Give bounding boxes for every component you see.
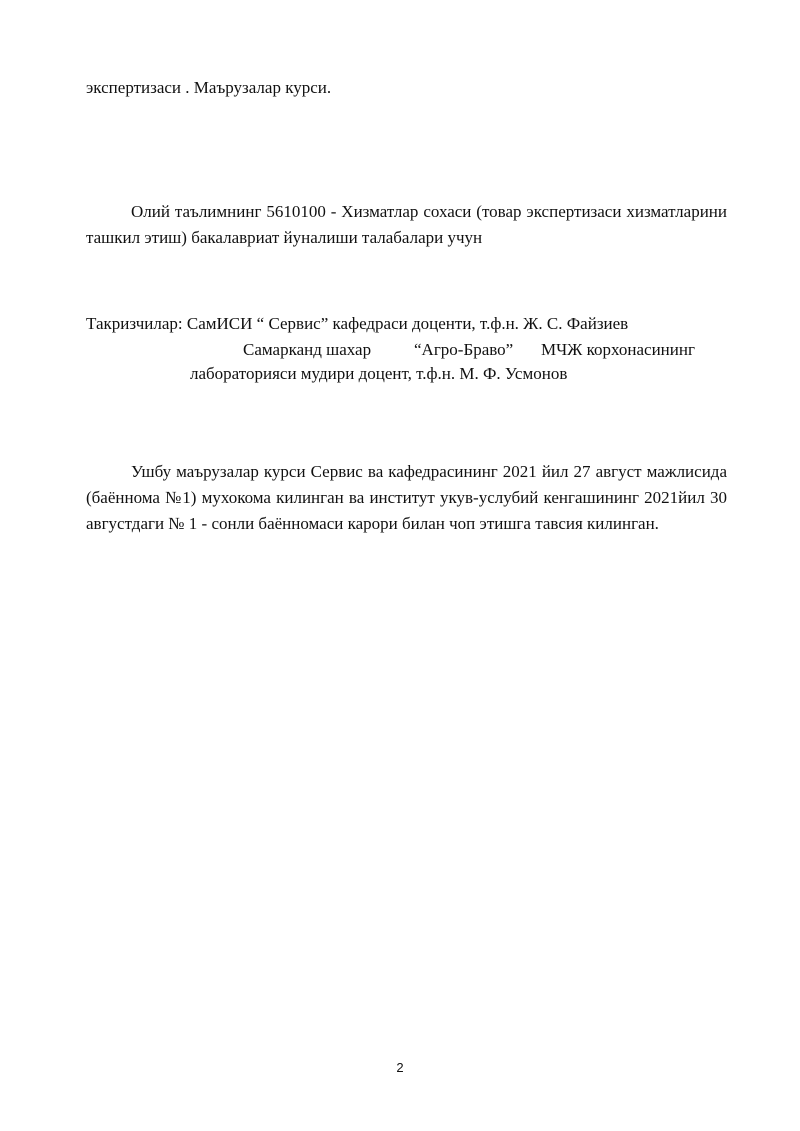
audience-paragraph: Олий таълимнинг 5610100 - Хизматлар сохаси (товар экспертизаси хизматларини ташкил этиш) бакалавриат йуналиши талабалари учун: [86, 202, 727, 247]
reviewers-city: Самарканд шахар: [243, 340, 372, 359]
approval-paragraph: Ушбу маърузалар курси Сервис ва кафедрасининг 2021 йил 27 август мажлисида (баённома №1) мухокома килинган ва институт укув-услубий кенгашининг 2021йил 30 августдаги № 1 - сонли баённомаси карори билан чоп этишга тавсия килинган.: [86, 462, 727, 533]
page-number: 2: [396, 1060, 404, 1075]
reviewers-company: МЧЖ корхонасининг: [541, 340, 695, 359]
continuation-line: экспертизаси . Маърузалар курси.: [86, 78, 332, 97]
reviewers-line-1: Такризчилар: СамИСИ “ Сервис” кафедраси доценти, т.ф.н. Ж. С. Файзиев: [86, 314, 629, 333]
reviewers-line-3: лабораторияси мудири доцент, т.ф.н. М. Ф. Усмонов: [190, 364, 568, 383]
reviewers-organization: “Агро-Браво”: [414, 340, 514, 359]
